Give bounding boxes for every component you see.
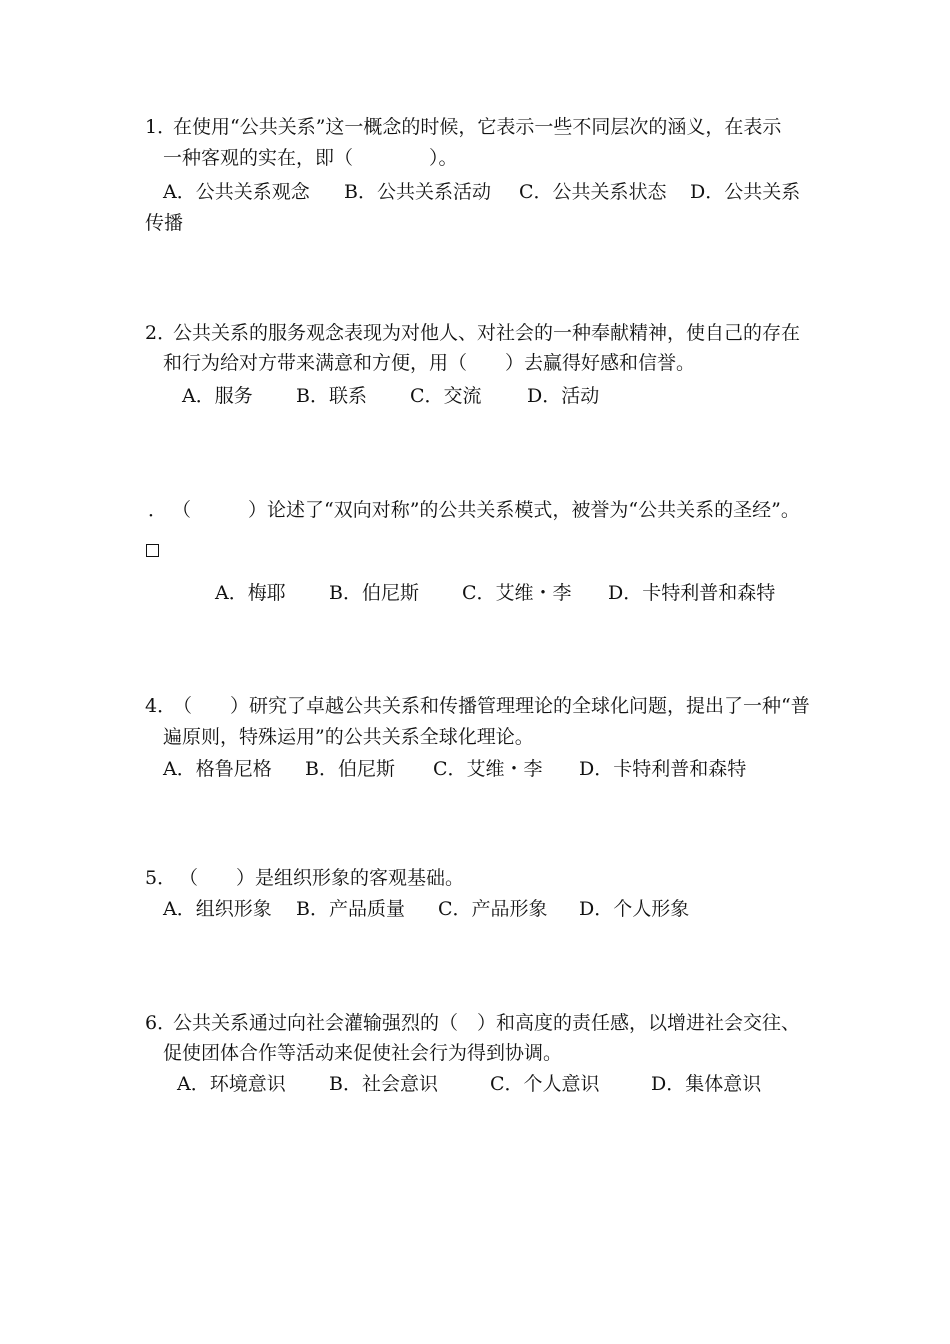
question-6-option-c: C．个人意识 — [490, 1073, 600, 1095]
question-1-option-d: D．公共关系 — [690, 181, 801, 203]
question-6-option-b: B．社会意识 — [329, 1073, 438, 1095]
question-2-option-a: A．服务 — [182, 385, 253, 407]
question-5-number: 5． — [145, 867, 177, 889]
question-1-option-b: B．公共关系活动 — [344, 181, 491, 203]
question-3-text-line1: （ ）论述了“双向对称”的公共关系模式，被誉为“公共关系的圣经”。 — [172, 499, 800, 521]
missing-glyph-box — [146, 544, 159, 557]
question-5-option-b: B．产品质量 — [296, 898, 405, 920]
question-3-option-d: D．卡特利普和森特 — [608, 582, 776, 604]
question-4-option-d: D．卡特利普和森特 — [579, 758, 747, 780]
question-4-number: 4． — [145, 695, 177, 717]
question-3-option-a: A．梅耶 — [215, 582, 286, 604]
question-1-option-c: C．公共关系状态 — [519, 181, 667, 203]
question-3-option-b: B．伯尼斯 — [329, 582, 419, 604]
question-6-number: 6． — [145, 1012, 177, 1034]
question-6-option-d: D．集体意识 — [651, 1073, 762, 1095]
question-2-text-line2: 和行为给对方带来满意和方便，用（ ）去赢得好感和信誉。 — [163, 352, 696, 374]
question-4-option-a: A．格鲁尼格 — [163, 758, 272, 780]
question-4-text-line2: 遍原则，特殊运用”的公共关系全球化理论。 — [163, 726, 534, 748]
question-2-text-line1: 公共关系的服务观念表现为对他人、对社会的一种奉献精神，使自己的存在 — [173, 322, 801, 344]
question-5-option-c: C．产品形象 — [438, 898, 548, 920]
question-2-number: 2． — [145, 322, 177, 344]
question-4-text-line1: （ ）研究了卓越公共关系和传播管理理论的全球化问题，提出了一种“普 — [173, 695, 810, 717]
question-6-text-line1: 公共关系通过向社会灌输强烈的（ ）和高度的责任感，以增进社会交往、 — [173, 1012, 801, 1034]
question-2-option-c: C．交流 — [410, 385, 482, 407]
question-6-text-line2: 促使团体合作等活动来促使社会行为得到协调。 — [163, 1042, 563, 1064]
question-6-option-a: A．环境意识 — [177, 1073, 286, 1095]
question-2-option-b: B．联系 — [296, 385, 367, 407]
question-5-text-line1: （ ）是组织形象的客观基础。 — [179, 867, 465, 889]
question-1-number: 1． — [145, 116, 177, 138]
question-3-number: ． — [148, 499, 168, 521]
question-5-option-d: D．个人形象 — [579, 898, 690, 920]
question-4-option-b: B．伯尼斯 — [305, 758, 395, 780]
question-4-option-c: C．艾维・李 — [433, 758, 543, 780]
question-1-text-line2: 一种客观的实在，即（ ）。 — [163, 147, 458, 169]
question-1-option-a: A．公共关系观念 — [163, 181, 310, 203]
question-3-option-c: C．艾维・李 — [462, 582, 572, 604]
question-2-option-d: D．活动 — [527, 385, 600, 407]
question-1-text-line1: 在使用“公共关系”这一概念的时候，它表示一些不同层次的涵义，在表示 — [173, 116, 782, 138]
question-1-option-d-wrap: 传播 — [145, 212, 184, 234]
question-5-option-a: A．组织形象 — [163, 898, 272, 920]
